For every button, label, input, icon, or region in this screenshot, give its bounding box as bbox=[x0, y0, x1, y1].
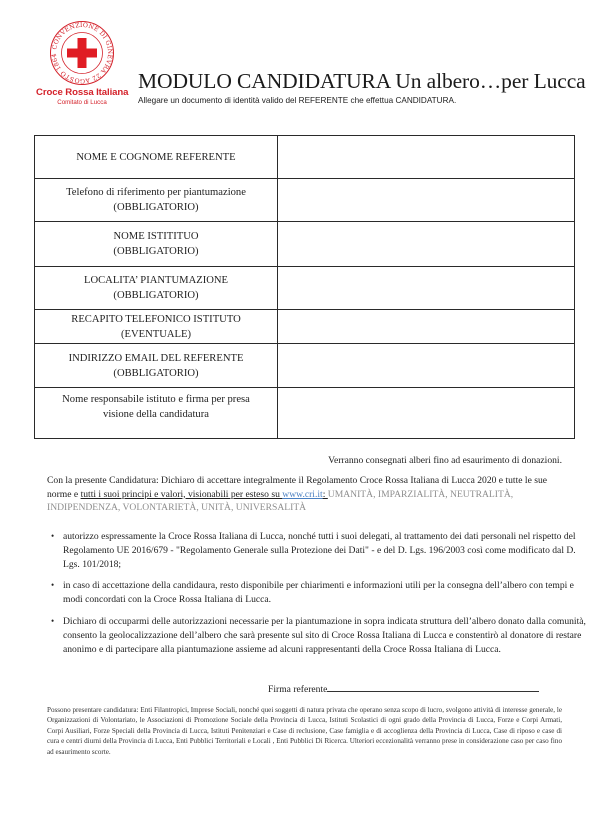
emblem-ring-text: CONVENZIONE DI GINEVRA 22 AGOSTO 1864 bbox=[50, 21, 114, 85]
form-row bbox=[35, 310, 575, 344]
label-line: NOME ISTITITUO bbox=[113, 231, 199, 242]
form-row bbox=[35, 267, 575, 310]
organization-name: Croce Rossa Italiana bbox=[36, 87, 129, 98]
institute-name-field[interactable] bbox=[278, 222, 575, 267]
label-line: INDIRIZZO EMAIL DEL REFERENTE bbox=[68, 352, 244, 364]
form-label bbox=[35, 136, 278, 179]
availability-notice: Verranno consegnati alberi fino ad esaurimento di donazioni. bbox=[328, 455, 562, 466]
signature-line-field[interactable] bbox=[327, 682, 539, 692]
principles-reference-text: tutti i suoi principi e valori, visionabili per esteso su bbox=[80, 488, 283, 500]
consent-list bbox=[47, 530, 588, 664]
form-label bbox=[35, 388, 278, 439]
label-line: LOCALITA’ PIANTUMAZIONE bbox=[83, 275, 228, 286]
label-line: RECAPITO TELEFONICO ISTITUTO bbox=[71, 313, 241, 325]
principles-reference bbox=[81, 489, 328, 500]
label-line: Telefono di riferimento per piantumazione bbox=[66, 187, 246, 198]
form-label bbox=[35, 267, 278, 310]
red-cross-emblem-icon bbox=[49, 20, 115, 86]
form-label bbox=[35, 179, 278, 222]
label-line: (OBBLIGATORIO) bbox=[113, 246, 199, 257]
label-line: (EVENTUALE) bbox=[120, 328, 191, 340]
institute-phone-field[interactable] bbox=[278, 310, 575, 344]
bullet-icon: • bbox=[51, 531, 55, 541]
form-row bbox=[35, 136, 575, 179]
list-item bbox=[51, 615, 588, 656]
label-line: NOME E COGNOME REFERENTE bbox=[76, 151, 236, 163]
form-row bbox=[35, 179, 575, 222]
label-line: (OBBLIGATORIO) bbox=[113, 290, 199, 301]
label-line: (OBBLIGATORIO) bbox=[113, 202, 199, 213]
principles-list: UMANITÀ, IMPARZIALITÀ, NEUTRALITÀ, INDIPENDENZA, VOLONTARIETÀ, UNITÀ, UNIVERSALITÀ bbox=[47, 488, 514, 514]
list-item bbox=[51, 579, 588, 607]
form-row bbox=[35, 388, 575, 439]
list-item-text: Dichiaro di occuparmi delle autorizzazioni necessarie per la piantumazione in sopra indicata struttura dell’albero donato dalla comunità, consento la geolocalizzazione dell’albero che sarà presente sul sito di Croce Rossa Italiana di Lucca e constentirò al donatore di restare anonimo e di partecipare alla piantumazione assieme ad alcuni rappresentanti della Croce Rossa Italiana di Lucca. bbox=[63, 615, 586, 655]
declaration-intro: Con la presente Candidatura: Dichiaro di accettare integralmente il Regolamento Croce Rossa Italiana di Lucca 2020 e tutte le sue norme e bbox=[47, 475, 548, 500]
form-label bbox=[35, 344, 278, 388]
form-label bbox=[35, 222, 278, 267]
list-item-text: autorizzo espressamente la Croce Rossa Italiana di Lucca, nonché tutti i suoi delegati, al trattamento dei dati personali nel rispetto del Regolamento UE 2016/679 - "Regolamento Generale sulla Protezione dei Dati" - e del D. Lgs. 196/2003 così come modificato dal D. Lgs. 101/2018; bbox=[63, 531, 576, 570]
page-title: MODULO CANDIDATURA Un albero…per Lucca bbox=[138, 69, 586, 93]
label-line: Nome responsabile istituto e firma per presa bbox=[62, 394, 250, 405]
declaration-paragraph bbox=[47, 474, 572, 515]
bullet-icon: • bbox=[51, 615, 55, 626]
list-item bbox=[51, 530, 588, 571]
signature-block bbox=[268, 682, 539, 695]
page-subtitle: Allegare un documento di identità valido del REFERENTE che effettua CANDIDATURA. bbox=[138, 96, 457, 105]
cri-website-link[interactable]: www.cri.it bbox=[282, 488, 323, 500]
referent-name-field[interactable] bbox=[278, 136, 575, 179]
form-row bbox=[35, 222, 575, 267]
list-item-text: in caso di accettazione della candidaura, resto disponibile per chiarimenti e informazioni utili per la consegna dell’albero con tempi e modi concordati con la Croce Rossa Italiana di Lucca. bbox=[63, 580, 574, 606]
bullet-icon: • bbox=[51, 580, 55, 591]
planting-phone-field[interactable] bbox=[278, 179, 575, 222]
form-row bbox=[35, 344, 575, 388]
label-line: (OBBLIGATORIO) bbox=[113, 367, 199, 379]
planting-location-field[interactable] bbox=[278, 267, 575, 310]
label-line: visione della candidatura bbox=[103, 409, 209, 420]
link-suffix: : bbox=[322, 488, 328, 500]
logo bbox=[36, 20, 128, 115]
eligibility-footer: Possono presentare candidatura: Enti Filantropici, Imprese Sociali, nonché quei soggetti di natura privata che operano senza scopo di lucro, svolgono attività di interesse generale, le Organizzazioni di Volontariato, le Associazioni di Promozione Sociale della Provincia di Lucca, Istituti Scolastici di ogni grado della Provincia di Lucca, Forze e Corpi Armati, Corpi Ausiliari, Forze Speciali della Provincia di Lucca, Istituti Penitenziari e Case di reclusione, Case famiglia e di accoglienza della Provincia di Lucca, Case di riposo e case di cura e centri diurni della Provincia di Lucca, Enti Pubblici Territoriali e Locali , Enti Pubblici Di Ricerca. Ulteriori eccezionalità verranno prese in considerazione caso per caso fino ad esaurimento scorte. bbox=[47, 706, 562, 756]
referent-email-field[interactable] bbox=[278, 344, 575, 388]
candidature-form-table bbox=[34, 135, 575, 439]
signature-label: Firma referente bbox=[268, 684, 328, 695]
responsible-signature-field[interactable] bbox=[278, 388, 575, 439]
form-label bbox=[35, 310, 278, 344]
committee-name: Comitato di Lucca bbox=[57, 99, 107, 106]
